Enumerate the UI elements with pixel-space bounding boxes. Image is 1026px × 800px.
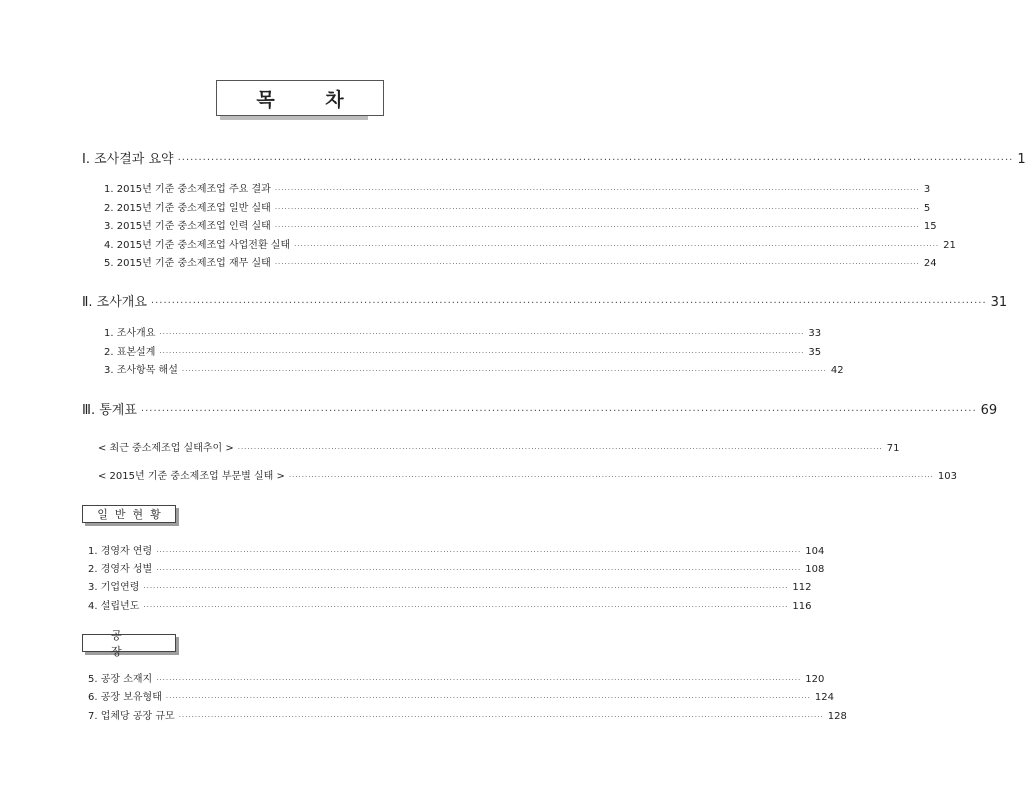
toc-section-3[interactable] (82, 399, 998, 418)
toc-item[interactable] (88, 707, 847, 722)
leader-dots: ········································································································································································································ (274, 186, 920, 194)
toc-page-number: 124 (814, 692, 834, 703)
toc-page-number: 71 (886, 443, 900, 454)
toc-item[interactable] (88, 542, 825, 557)
toc-item-label: < 최근 중소제조업 실태추이 > (98, 443, 234, 454)
toc-item[interactable] (88, 597, 812, 612)
leader-dots: ········································································································································································································ (156, 676, 802, 684)
toc-page-number: 24 (923, 258, 937, 269)
toc-item-label: 4. 설립년도 (88, 601, 140, 612)
toc-item-label: < 2015년 기준 중소제조업 부문별 실태 > (98, 471, 285, 482)
toc-item[interactable] (88, 578, 812, 593)
leader-dots: ········································································································································································································ (294, 242, 940, 250)
leader-dots: ········································································································································································································ (288, 473, 934, 481)
toc-item[interactable] (104, 324, 822, 339)
toc-item-label: 1. 조사개요 (104, 328, 156, 339)
toc-item-label: 7. 업체당 공장 규모 (88, 711, 175, 722)
toc-item[interactable] (104, 254, 937, 269)
toc-item[interactable] (104, 180, 931, 195)
leader-dots: ········································································································································································································ (274, 205, 920, 213)
toc-item[interactable] (88, 670, 825, 685)
leader-dots: ········································································································································································································ (159, 349, 805, 357)
leader-dots: ········································································································································································································ (140, 406, 977, 417)
toc-item[interactable] (88, 688, 834, 703)
toc-item[interactable] (104, 217, 937, 232)
leader-dots: ········································································································································································································ (165, 694, 811, 702)
leader-dots: ········································································································································································································ (156, 548, 802, 556)
toc-item[interactable] (88, 560, 825, 575)
toc-page-number: 69 (980, 403, 998, 418)
toc-page-number: 104 (805, 546, 825, 557)
toc-page-number: 116 (792, 601, 812, 612)
leader-dots: ········································································································································································································ (237, 445, 883, 453)
toc-section-label: Ⅱ. 조사개요 (82, 295, 147, 310)
toc-page-number: 15 (923, 221, 937, 232)
toc-item[interactable] (104, 343, 822, 358)
toc-page-number: 33 (808, 328, 822, 339)
toc-item-label: 5. 공장 소재지 (88, 674, 153, 685)
toc-page-number: 31 (990, 295, 1008, 310)
toc-item-label: 6. 공장 보유형태 (88, 692, 162, 703)
toc-item[interactable] (98, 467, 957, 482)
leader-dots: ········································································································································································································ (181, 367, 827, 375)
toc-page-number: 120 (805, 674, 825, 685)
group-label-factory: 공장 (82, 634, 176, 652)
toc-page-number: 5 (923, 203, 931, 214)
leader-dots: ········································································································································································································ (178, 713, 824, 721)
toc-item-label: 1. 2015년 기준 중소제조업 주요 결과 (104, 184, 271, 195)
toc-item[interactable] (104, 199, 931, 214)
toc-page-number: 128 (827, 711, 847, 722)
toc-page-number: 35 (808, 347, 822, 358)
toc-page-number: 1 (1017, 152, 1026, 167)
leader-dots: ········································································································································································································ (143, 603, 789, 611)
toc-page-number: 42 (830, 365, 844, 376)
toc-section-1[interactable] (82, 148, 1026, 167)
leader-dots: ········································································································································································································ (274, 223, 920, 231)
toc-page-number: 112 (792, 582, 812, 593)
toc-page-number: 21 (943, 240, 956, 251)
toc-item[interactable] (98, 439, 900, 454)
toc-item-label: 4. 2015년 기준 중소제조업 사업전환 실태 (104, 240, 291, 251)
page-title: 목 차 (216, 80, 384, 116)
leader-dots: ········································································································································································································ (150, 298, 987, 309)
toc-page-number: 108 (805, 564, 825, 575)
leader-dots: ········································································································································································································ (156, 566, 802, 574)
toc-section-label: Ⅲ. 통계표 (82, 403, 137, 418)
leader-dots: ········································································································································································································ (274, 260, 920, 268)
toc-item-label: 2. 경영자 성별 (88, 564, 153, 575)
toc-section-label: Ⅰ. 조사결과 요약 (82, 152, 174, 167)
leader-dots: ········································································································································································································ (177, 155, 1014, 166)
toc-item[interactable] (104, 236, 956, 251)
leader-dots: ········································································································································································································ (143, 584, 789, 592)
toc-title-wrap (216, 80, 364, 116)
toc-page-number: 3 (923, 184, 931, 195)
group-label-general: 일반현황 (82, 505, 176, 523)
toc-item-label: 3. 2015년 기준 중소제조업 인력 실태 (104, 221, 271, 232)
toc-item-label: 2. 표본설계 (104, 347, 156, 358)
toc-item[interactable] (104, 361, 844, 376)
toc-item-label: 1. 경영자 연령 (88, 546, 153, 557)
toc-item-label: 3. 조사항목 해설 (104, 365, 178, 376)
toc-item-label: 5. 2015년 기준 중소제조업 재무 실태 (104, 258, 271, 269)
toc-item-label: 2. 2015년 기준 중소제조업 일반 실태 (104, 203, 271, 214)
toc-page-number: 103 (937, 471, 957, 482)
leader-dots: ········································································································································································································ (159, 330, 805, 338)
toc-section-2[interactable] (82, 291, 1008, 310)
toc-item-label: 3. 기업연령 (88, 582, 140, 593)
